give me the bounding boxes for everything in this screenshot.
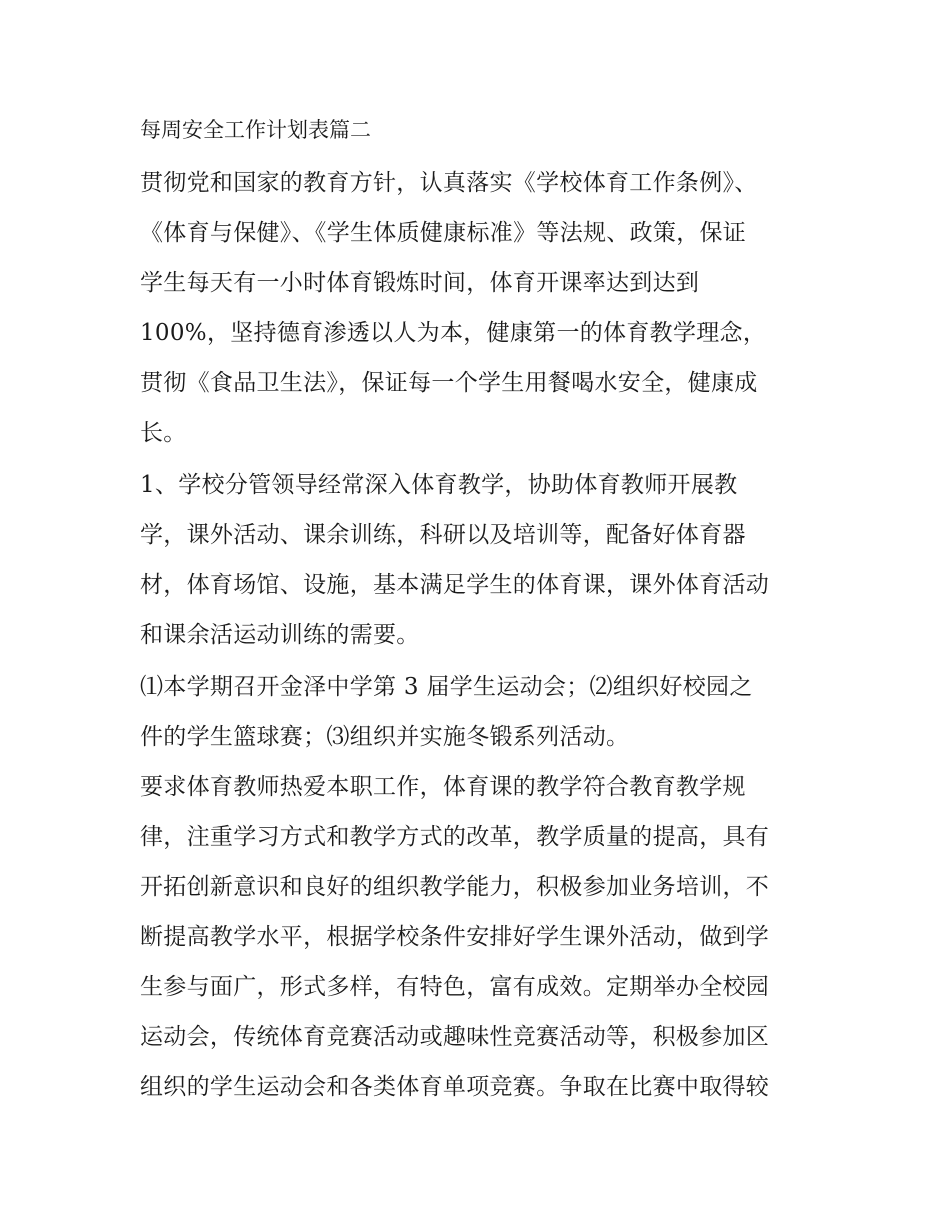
text-line: ⑴本学期召开金泽中学第 3 届学生运动会；⑵组织好校园之: [140, 674, 753, 700]
text-line: 学，课外活动、课余训练，科研以及培训等，配备好体育器: [140, 522, 746, 548]
text-line: 贯彻《食品卫生法》，保证每一个学生用餐喝水安全，健康成: [140, 370, 758, 396]
text-line: 组织的学生运动会和各类体育单项竞赛。争取在比赛中取得较: [140, 1074, 770, 1100]
text-line: 贯彻党和国家的教育方针，认真落实《学校体育工作条例》、: [140, 170, 758, 196]
text-line: 律，注重学习方式和教学方式的改革，教学质量的提高，具有: [140, 824, 770, 850]
text-line: 生参与面广，形式多样，有特色，富有成效。定期举办全校园: [140, 974, 770, 1000]
text-line: 学生每天有一小时体育锻炼时间，体育开课率达到达到: [140, 270, 700, 296]
text-line: 件的学生篮球赛；⑶组织并实施冬锻系列活动。: [140, 724, 630, 750]
text-line: 材，体育场馆、设施，基本满足学生的体育课，课外体育活动: [140, 572, 770, 598]
text-line: 长。: [140, 420, 187, 446]
text-line: 要求体育教师热爱本职工作，体育课的教学符合教育教学规: [140, 774, 746, 800]
text-line: 运动会，传统体育竞赛活动或趣味性竞赛活动等，积极参加区: [140, 1024, 770, 1050]
text-line: 开拓创新意识和良好的组织教学能力，积极参加业务培训，不: [140, 874, 770, 900]
text-line: 和课余活运动训练的需要。: [140, 622, 420, 648]
text-line: 1、学校分管领导经常深入体育教学，协助体育教师开展教: [140, 472, 738, 498]
document-title: 每周安全工作计划表篇二: [140, 118, 371, 142]
text-line: 断提高教学水平，根据学校条件安排好学生课外活动，做到学: [140, 924, 770, 950]
text-line: 100%，坚持德育渗透以人为本，健康第一的体育教学理念，: [140, 320, 767, 346]
text-line: 《体育与保健》、《学生体质健康标准》等法规、政策，保证: [140, 220, 747, 246]
